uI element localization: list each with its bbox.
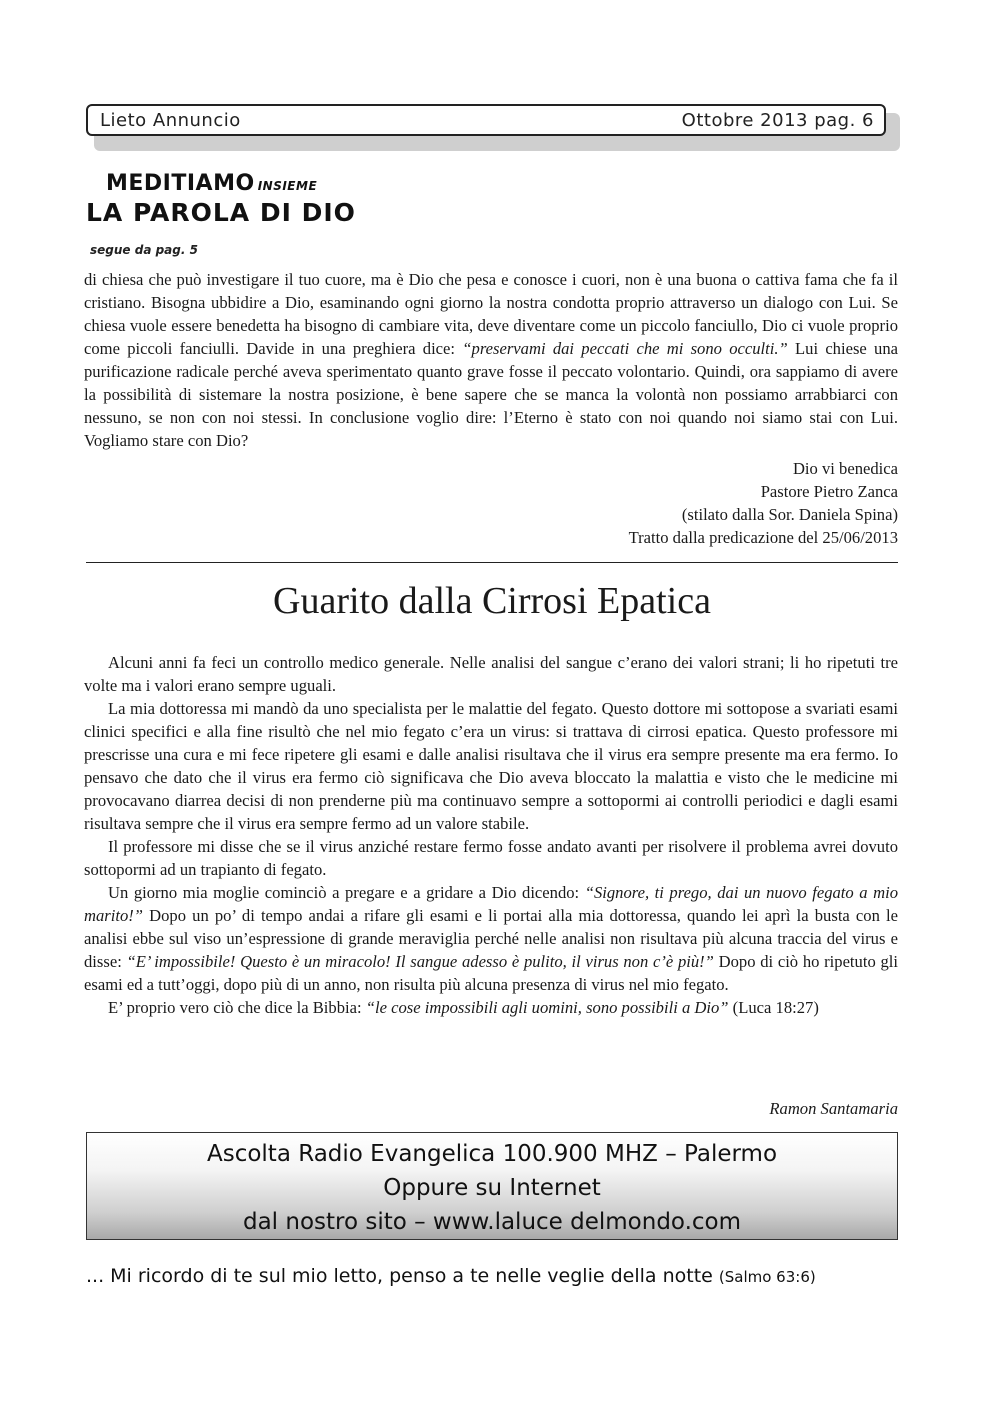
- closing-verse: [86, 1262, 898, 1291]
- radio-line: Ascolta Radio Evangelica 100.900 MHZ – Palermo: [206, 1141, 778, 1167]
- article-title: Guarito dalla Cirrosi Epatica: [273, 580, 711, 622]
- publication-name: Lieto Annuncio: [100, 109, 241, 131]
- section-divider: [86, 562, 898, 563]
- radio-line: Oppure su Internet: [383, 1175, 601, 1201]
- section-heading-small: INSIEME: [257, 179, 318, 193]
- quote: “le cose impossibili agli uomini, sono possibili a Dio”: [365, 998, 729, 1017]
- article-paragraph: Un giorno mia moglie cominciò a pregare e a gridare a Dio dicendo: “Signore, ti prego, dai un nuovo fegato a mio marito!” Dopo un po’ di tempo andai a rifare gli esami e li portai alla mia dottoressa, quando lei aprì la busta con le analisi ebbe sul viso un’espressione di grande meraviglia perché nelle analisi non risultava più alcuna traccia del virus e disse: “E’ impossibile! Questo è un miracolo! Il sangue adesso è pulito, il virus non c’è più!” Dopo di ciò ho ripetuto gli esami ed a tutt’oggi, dopo più di un anno, non risulta più alcuna presenza di virus nel mio fegato.: [84, 883, 898, 994]
- signature-line: (stilato dalla Sor. Daniela Spina): [681, 505, 898, 524]
- quote: “preservami dai peccati che mi sono occulti.”: [462, 339, 788, 358]
- article-paragraph: Il professore mi disse che se il virus anziché restare fermo fosse andato avanti per risolvere il problema avrei dovuto sottopormi ad un trapianto di fegato.: [84, 837, 898, 879]
- issue-date-page: Ottobre 2013 pag. 6: [681, 109, 874, 131]
- article-paragraph: La mia dottoressa mi mandò da uno specialista per le malattie del fegato. Questo dottore mi sottopose a svariati esami clinici specifici e alla fine risultò che nel mio fegato c’era un virus: si trattava di cirrosi epatica. Questo professore mi prescrisse una cura e mi fece ripetere gli esami e dalle analisi risultava che il virus era sempre presente ma era fermo. Io pensavo che dato che il virus era fermo ciò significava che Dio aveva bloccato la malattia e visto che le medicine mi provocavano diarrea decisi di non prenderne più ma continuavo sempre a sottopormi ai controlli periodici e dagli esami risultava sempre che il virus era sempre fermo ad un valore stabile.: [84, 699, 898, 833]
- section-heading-line1: [86, 172, 356, 198]
- signature-line: Tratto dalla predicazione del 25/06/2013: [628, 528, 898, 547]
- sermon-signature: [500, 457, 898, 549]
- article-author: Ramon Santamaria: [769, 1099, 898, 1118]
- verse-text: ... Mi ricordo di te sul mio letto, penso a te nelle veglie della notte: [86, 1265, 713, 1287]
- sermon-text: [84, 268, 898, 452]
- article-paragraph: E’ proprio vero ciò che dice la Bibbia: “le cose impossibili agli uomini, sono possibili a Dio” (Luca 18:27): [108, 998, 819, 1017]
- signature-line: Dio vi benedica: [792, 459, 898, 478]
- quote: “E’ impossibile! Questo è un miracolo! Il sangue adesso è pulito, il virus non c’è più!”: [126, 952, 714, 971]
- article-paragraph: Alcuni anni fa feci un controllo medico generale. Nelle analisi del sangue c’erano dei valori strani; li ho ripetuti tre volte ma i valori erano sempre uguali.: [84, 653, 898, 695]
- verse-reference: (Salmo 63:6): [718, 1268, 816, 1286]
- page-header: [86, 104, 886, 136]
- section-heading-main: MEDITIAMO: [106, 171, 255, 196]
- article-text: [84, 651, 898, 1019]
- continued-from-note: segue da pag. 5: [90, 243, 198, 257]
- quote: “Signore, ti prego, dai un nuovo fegato a mio marito!”: [84, 883, 898, 925]
- radio-website: dal nostro sito – www.laluce delmondo.com: [242, 1209, 742, 1235]
- signature-line: Pastore Pietro Zanca: [760, 482, 898, 501]
- section-heading-line2: LA PAROLA DI DIO: [86, 198, 356, 227]
- radio-banner: [86, 1132, 898, 1240]
- sermon-paragraph: di chiesa che può investigare il tuo cuore, ma è Dio che pesa e conosce i cuori, non è una buona o cattiva fama che fa il cristiano. Bisogna ubbidire a Dio, esaminando ogni giorno la nostra condotta proprio attraverso un dialogo con Lui. Se chiesa vuole essere benedetta ha bisogno di cambiare vita, deve diventare come un piccolo fanciullo, Dio ci vuole proprio come piccoli fanciulli. Davide in una preghiera dice: “preservami dai peccati che mi sono occulti.” Lui chiese una purificazione radicale perché aveva sperimentato quanto grave fosse il peccato volontario. Quindi, ora sappiamo di avere la possibilità di sistemare la nostra posizione, è bene sapere che se manca la volontà non possiamo arrabbiarci con nessuno, se non con noi stessi. In conclusione voglio dire: l’Eterno è stato con noi quando noi siamo stai con Lui. Vogliamo stare con Dio?: [84, 270, 898, 450]
- section-heading: [86, 172, 356, 228]
